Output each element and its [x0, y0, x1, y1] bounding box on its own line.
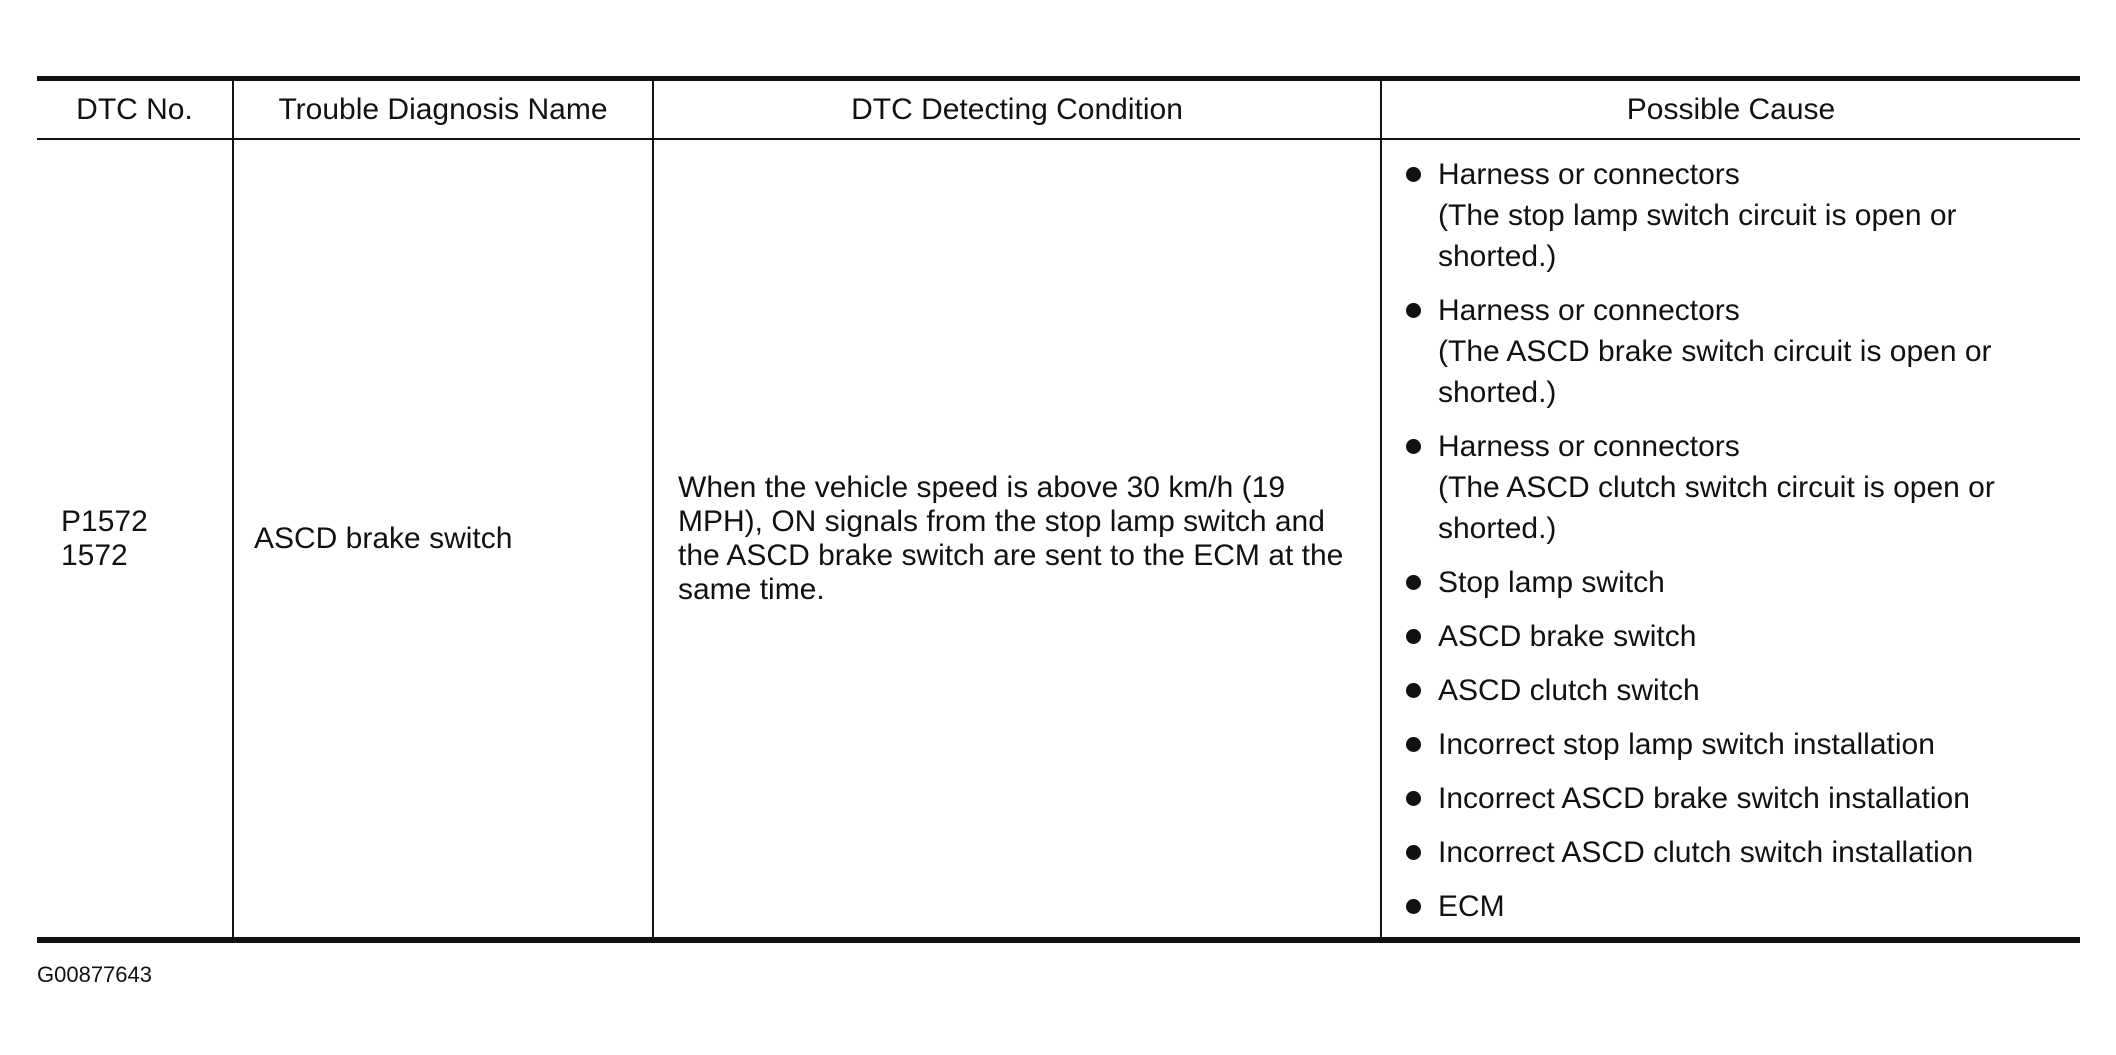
bullet-icon	[1406, 575, 1421, 590]
header-dtc-no: DTC No.	[37, 79, 233, 140]
header-trouble-diagnosis-name: Trouble Diagnosis Name	[233, 79, 653, 140]
list-item	[1402, 886, 2066, 927]
list-item	[1402, 154, 2066, 277]
bullet-icon	[1406, 683, 1421, 698]
cause-title: Incorrect ASCD brake switch installation	[1438, 782, 1970, 815]
cause-detail: (The stop lamp switch circuit is open or shorted.)	[1438, 199, 1957, 273]
dtc-table	[37, 76, 2080, 943]
bullet-icon	[1406, 899, 1421, 914]
cause-detail: (The ASCD brake switch circuit is open or shorted.)	[1438, 335, 1992, 409]
header-row	[37, 79, 2080, 140]
bullet-icon	[1406, 737, 1421, 752]
list-item	[1402, 724, 2066, 765]
bullet-icon	[1406, 845, 1421, 860]
bullet-icon	[1406, 303, 1421, 318]
list-item	[1402, 426, 2066, 549]
cause-title: ASCD brake switch	[1438, 620, 1697, 653]
dtc-code-primary: P1572	[61, 504, 148, 538]
cause-title: Incorrect ASCD clutch switch installation	[1438, 836, 1974, 869]
figure-id: G00877643	[37, 962, 152, 987]
list-item	[1402, 778, 2066, 819]
list-item	[1402, 562, 2066, 603]
bullet-icon	[1406, 629, 1421, 644]
list-item	[1402, 832, 2066, 873]
bullet-icon	[1406, 167, 1421, 182]
list-item	[1402, 616, 2066, 657]
dtc-detecting-condition-cell: When the vehicle speed is above 30 km/h (19 MPH), ON signals from the stop lamp switch and the ASCD brake switch are sent to the ECM at the same time.	[653, 139, 1381, 940]
cause-title: Harness or connectors	[1438, 430, 1740, 463]
dtc-code-secondary: 1572	[61, 538, 128, 572]
cause-title: Stop lamp switch	[1438, 566, 1665, 599]
possible-cause-list	[1402, 154, 2066, 927]
bullet-icon	[1406, 439, 1421, 454]
cause-title: Harness or connectors	[1438, 158, 1740, 191]
possible-cause-cell	[1381, 139, 2080, 940]
list-item	[1402, 670, 2066, 711]
cause-title: Incorrect stop lamp switch installation	[1438, 728, 1935, 761]
cause-title: ECM	[1438, 890, 1505, 923]
cause-title: ASCD clutch switch	[1438, 674, 1700, 707]
trouble-diagnosis-name-cell: ASCD brake switch	[233, 139, 653, 940]
header-possible-cause: Possible Cause	[1381, 79, 2080, 140]
table-row	[37, 139, 2080, 940]
list-item	[1402, 290, 2066, 413]
table-body	[37, 139, 2080, 940]
cause-detail: (The ASCD clutch switch circuit is open or shorted.)	[1438, 471, 1995, 545]
cause-title: Harness or connectors	[1438, 294, 1740, 327]
table-header	[37, 79, 2080, 140]
bullet-icon	[1406, 791, 1421, 806]
dtc-no-cell	[37, 139, 233, 940]
header-dtc-detecting-condition: DTC Detecting Condition	[653, 79, 1381, 140]
